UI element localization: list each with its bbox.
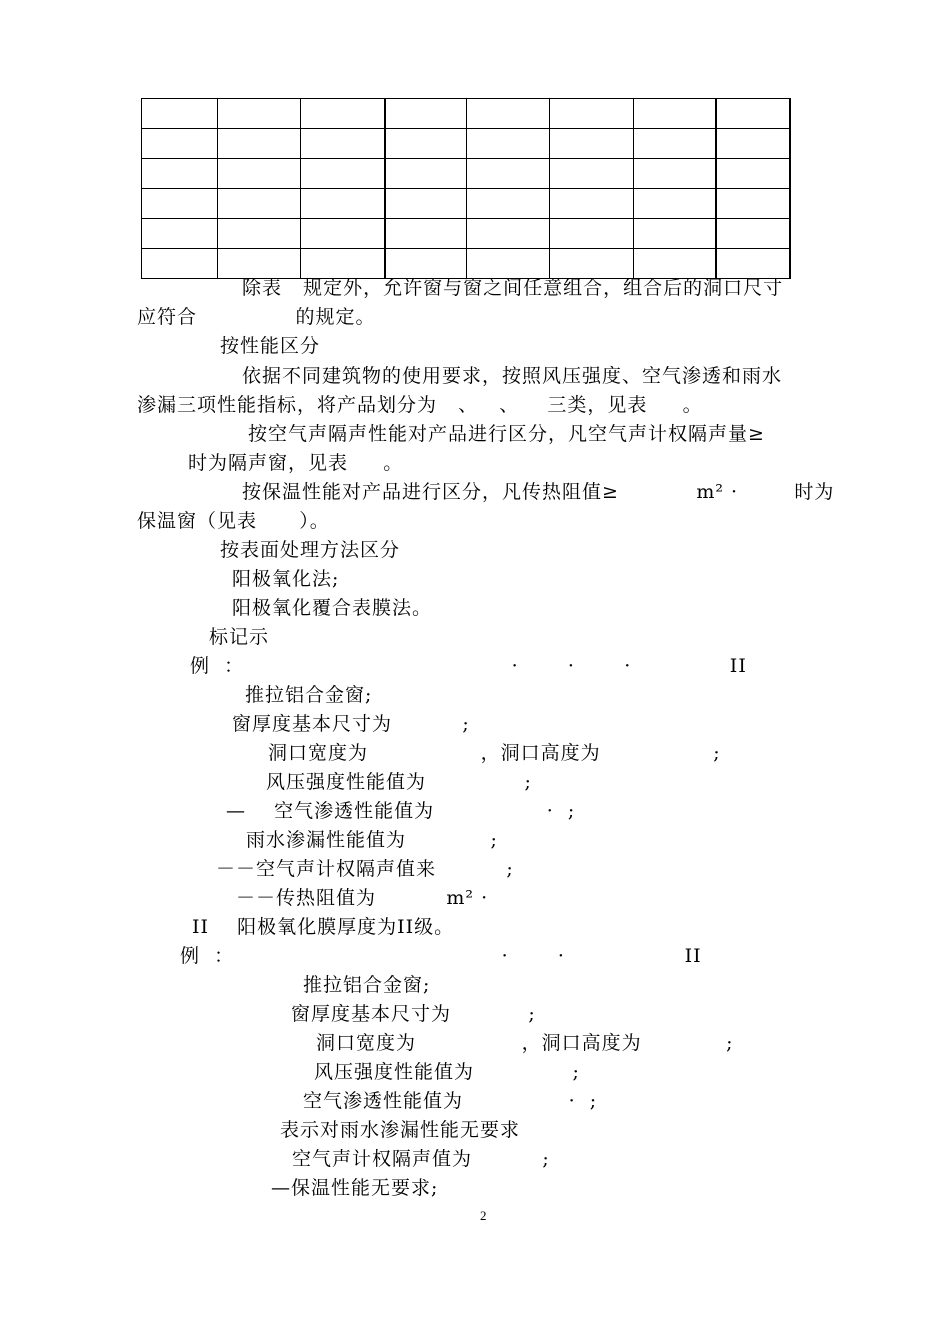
table-cell [634, 219, 716, 249]
table-cell [385, 249, 467, 279]
table-cell [550, 99, 634, 129]
section-heading: 标记示 [209, 626, 270, 648]
table-cell [218, 249, 301, 279]
table-cell [467, 189, 550, 219]
table-cell [385, 189, 467, 219]
table-cell [142, 249, 218, 279]
section-heading: 按表面处理方法区分 [220, 539, 401, 561]
table-cell [301, 129, 385, 159]
table-cell [467, 99, 550, 129]
table-cell [634, 129, 716, 159]
table-cell [142, 189, 218, 219]
text-line: 窗厚度基本尺寸为 ; [291, 1003, 536, 1025]
table-cell [550, 189, 634, 219]
table-cell [218, 219, 301, 249]
table-cell [218, 189, 301, 219]
table-cell [716, 249, 790, 279]
text-line: II 阳极氧化膜厚度为II级。 [192, 916, 455, 938]
text-line: 窗厚度基本尺寸为 ; [232, 713, 470, 735]
text-line: 雨水渗漏性能值为 ; [246, 829, 498, 851]
table-row [142, 219, 790, 249]
text-line: 风压强度性能值为 ; [266, 771, 532, 793]
text-line: 按空气声隔声性能对产品进行区分，凡空气声计权隔声量≥ [248, 423, 765, 445]
example-label: 例 ： · · · II [190, 655, 747, 677]
table-cell [467, 159, 550, 189]
list-item: 阳极氧化法; [232, 568, 340, 590]
table-row [142, 99, 790, 129]
table-cell [301, 189, 385, 219]
page-number: 2 [480, 1208, 487, 1223]
table-cell [301, 249, 385, 279]
table-cell [550, 249, 634, 279]
table-cell [550, 129, 634, 159]
table-cell [385, 219, 467, 249]
text-line: 洞口宽度为 ，洞口高度为 ; [268, 742, 721, 764]
table-cell [467, 249, 550, 279]
table-row [142, 129, 790, 159]
text-line: 表示对雨水渗漏性能无要求 [280, 1119, 521, 1141]
table-cell [301, 99, 385, 129]
table-cell [550, 159, 634, 189]
text-line: 时为隔声窗，见表 。 [188, 452, 404, 474]
table-cell [142, 159, 218, 189]
table-cell [634, 249, 716, 279]
table-cell [142, 129, 218, 159]
table-cell [301, 219, 385, 249]
table-row [142, 159, 790, 189]
text-line: 空气渗透性能值为 · ; [303, 1090, 598, 1112]
table-cell [467, 129, 550, 159]
text-line: 按保温性能对产品进行区分，凡传热阻值≥ m² · 时为 [242, 481, 835, 503]
table-cell [385, 159, 467, 189]
table-cell [218, 129, 301, 159]
table-cell [301, 159, 385, 189]
text-line: 保温窗（见表 ）。 [137, 510, 330, 532]
table-cell [385, 99, 467, 129]
text-line: — 空气渗透性能值为 · ; [226, 800, 576, 822]
table-cell [716, 99, 790, 129]
list-item: 阳极氧化覆合表膜法。 [232, 597, 433, 619]
text-line: 洞口宽度为 ，洞口高度为 ; [316, 1032, 734, 1054]
table-row [142, 249, 790, 279]
table-cell [716, 219, 790, 249]
table-cell [716, 129, 790, 159]
text-line: 渗漏三项性能指标，将产品划分为 、 、 三类，见表 。 [137, 394, 703, 416]
example-label: 例 ： · · II [180, 945, 702, 967]
text-line: 推拉铝合金窗; [303, 974, 431, 996]
text-line: 风压强度性能值为 ; [314, 1061, 580, 1083]
table-cell [142, 99, 218, 129]
text-line: －－传热阻值为 m² · [236, 887, 489, 909]
text-line: —保温性能无要求; [271, 1177, 439, 1199]
table-row [142, 189, 790, 219]
text-line: －－空气声计权隔声值来 ; [216, 858, 514, 880]
text-line: 空气声计权隔声值为 ; [292, 1148, 550, 1170]
table-cell [716, 159, 790, 189]
text-line: 依据不同建筑物的使用要求，按照风压强度、空气渗透和雨水 [242, 365, 783, 387]
table-cell [385, 129, 467, 159]
text-line: 推拉铝合金窗; [245, 684, 373, 706]
data-table [141, 98, 791, 279]
table-cell [218, 159, 301, 189]
table-cell [142, 219, 218, 249]
table-cell [218, 99, 301, 129]
table-cell [716, 189, 790, 219]
text-line: 应符合 的规定。 [137, 306, 376, 328]
table-cell [634, 99, 716, 129]
table-cell [550, 219, 634, 249]
text-line: 除表 规定外，允许窗与窗之间任意组合，组合后的洞口尺寸 [242, 277, 784, 299]
table-cell [467, 219, 550, 249]
section-heading: 按性能区分 [220, 335, 321, 357]
table-cell [634, 159, 716, 189]
table-cell [634, 189, 716, 219]
